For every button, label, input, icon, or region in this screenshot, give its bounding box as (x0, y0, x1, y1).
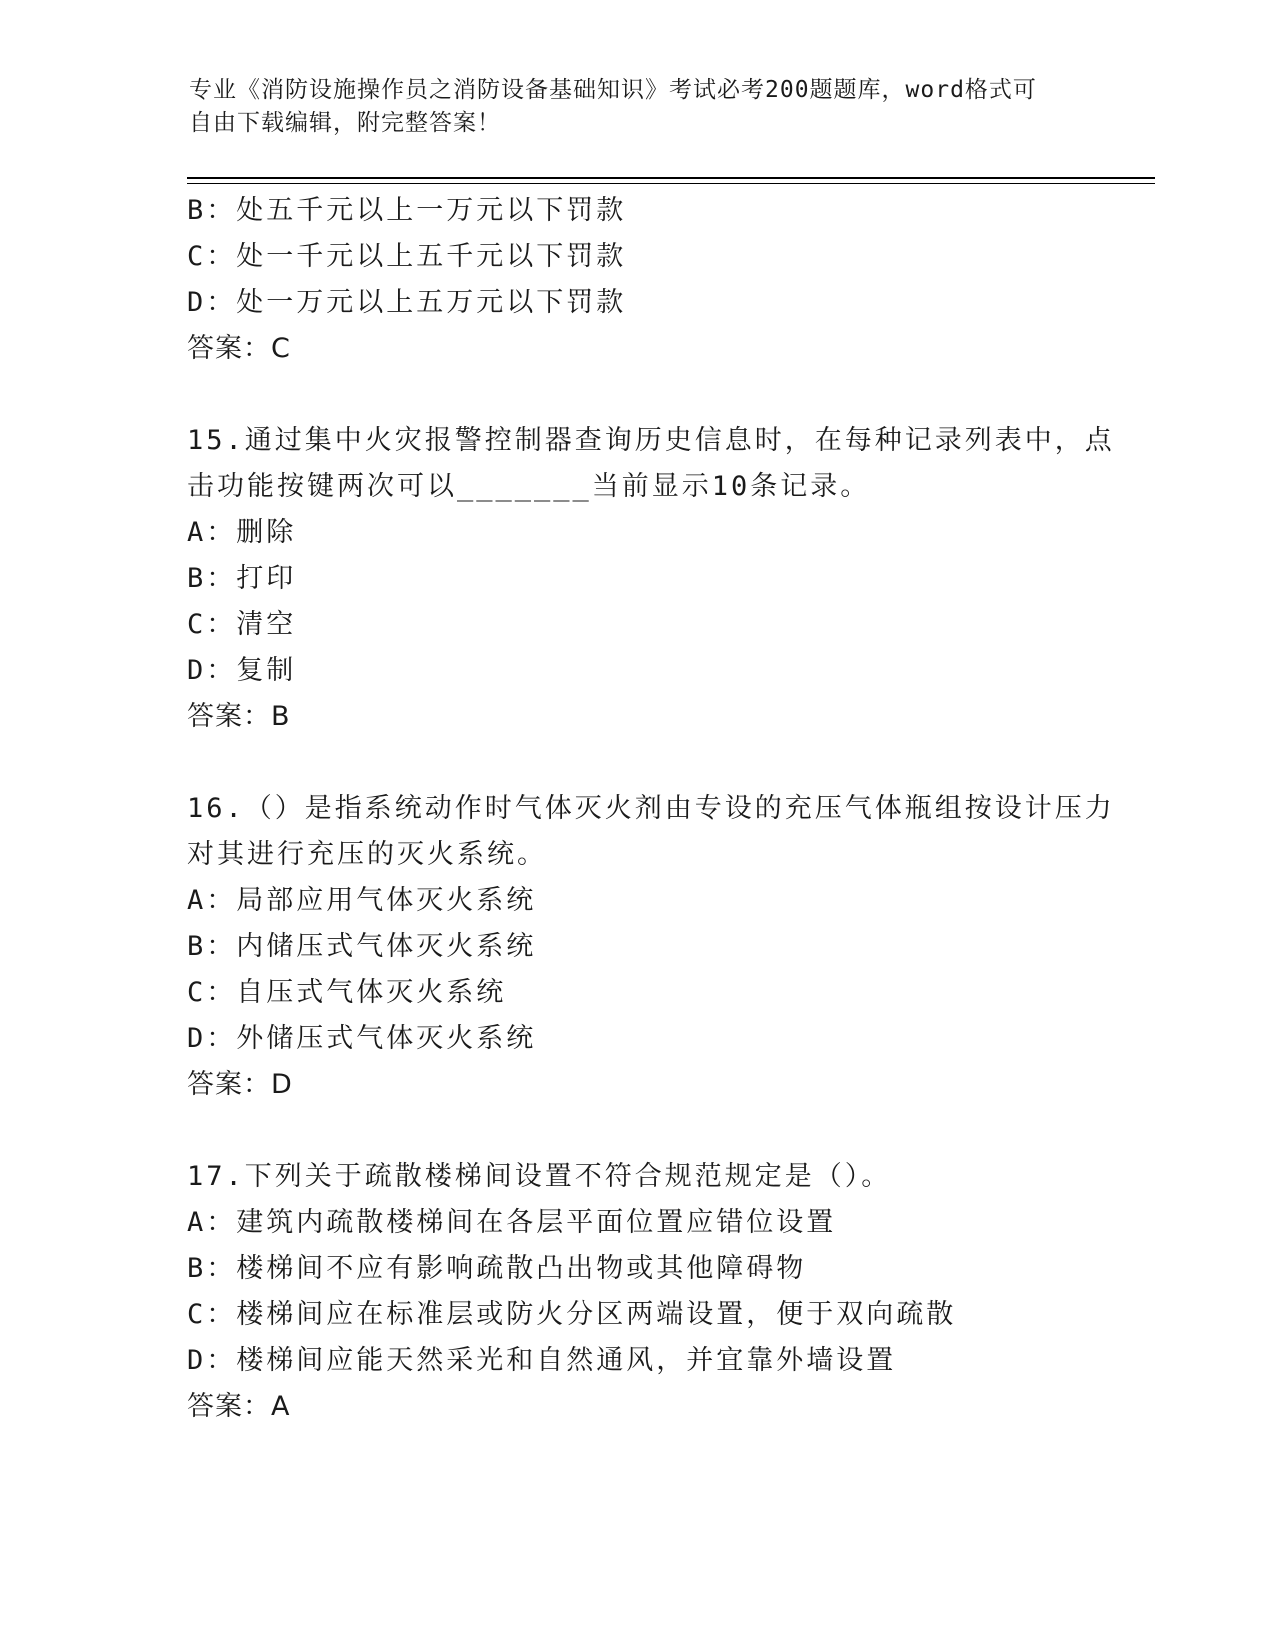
option-d: D：复制 (187, 655, 297, 686)
option-b: B：楼梯间不应有影响疏散凸出物或其他障碍物 (187, 1253, 807, 1284)
option-c: C：楼梯间应在标准层或防火分区两端设置，便于双向疏散 (187, 1299, 957, 1330)
question-list (187, 188, 1115, 1430)
option-b: B：打印 (187, 563, 297, 594)
header-divider-thick (187, 177, 1155, 179)
spacer (187, 740, 1087, 786)
option-a: A：建筑内疏散楼梯间在各层平面位置应错位设置 (187, 1207, 837, 1238)
header-line-2: 自由下载编辑，附完整答案！ (189, 110, 501, 136)
answer: 答案：B (187, 701, 291, 732)
document-header (189, 74, 1069, 140)
spacer (187, 1108, 1087, 1154)
answer: 答案：C (187, 333, 291, 364)
question-stem: 15.通过集中火灾报警控制器查询历史信息时，在每种记录列表中，点 (187, 425, 1115, 456)
question-14-partial (187, 188, 1087, 372)
spacer (187, 372, 1087, 418)
answer: 答案：D (187, 1069, 293, 1100)
answer: 答案：A (187, 1391, 291, 1422)
question-stem: 17.下列关于疏散楼梯间设置不符合规范规定是（）。 (187, 1161, 892, 1192)
question-16 (187, 786, 1115, 1108)
option-d: D：外储压式气体灭火系统 (187, 1023, 537, 1054)
option-c: C：处一千元以上五千元以下罚款 (187, 241, 627, 272)
option-c: C：自压式气体灭火系统 (187, 977, 507, 1008)
option-a: A：局部应用气体灭火系统 (187, 885, 537, 916)
question-17 (187, 1154, 1087, 1430)
option-d: D：处一万元以上五万元以下罚款 (187, 287, 627, 318)
question-stem-cont: 击功能按键两次可以_______当前显示10条记录。 (187, 471, 871, 502)
header-divider-thin (187, 183, 1155, 184)
option-c: C：清空 (187, 609, 297, 640)
option-b: B：处五千元以上一万元以下罚款 (187, 195, 627, 226)
option-d: D：楼梯间应能天然采光和自然通风，并宜靠外墙设置 (187, 1345, 897, 1376)
option-a: A：删除 (187, 517, 297, 548)
question-stem: 16.（）是指系统动作时气体灭火剂由专设的充压气体瓶组按设计压力 (187, 793, 1115, 824)
question-stem-cont: 对其进行充压的灭火系统。 (187, 839, 547, 870)
question-15 (187, 418, 1115, 740)
option-b: B：内储压式气体灭火系统 (187, 931, 537, 962)
header-line-1: 专业《消防设施操作员之消防设备基础知识》考试必考200题题库，word格式可 (189, 77, 1037, 103)
